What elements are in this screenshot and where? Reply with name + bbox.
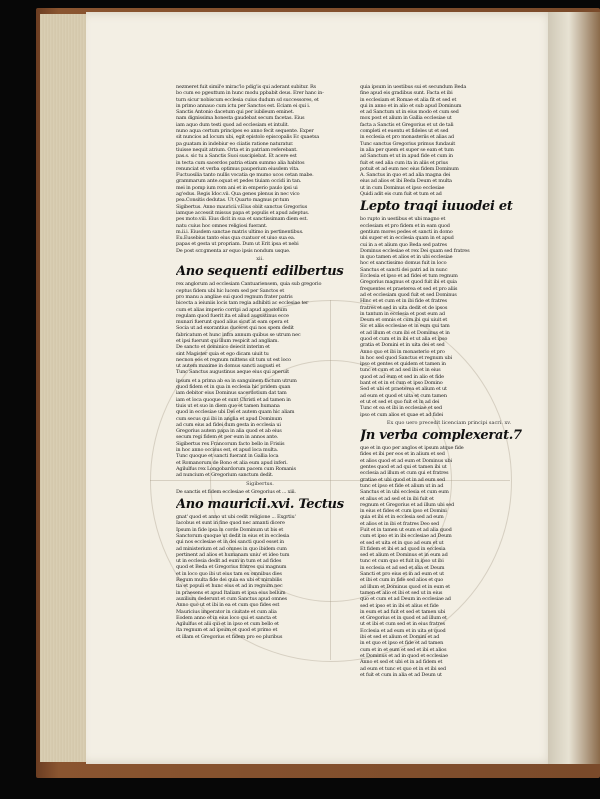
text-line: Gregorius autem papa in alia quod et ab eius [176, 428, 282, 435]
text-line: De post scr.gmenta ar equo ipsis nondum usque. [176, 247, 291, 254]
text-line: facta a Sanctis et Gregorius et ut de tali [360, 121, 454, 128]
text-line: sed et ipso et in ibi et alius et fide [360, 602, 439, 609]
text-line: ita regnum et ad ipsum et quod et primo et [176, 627, 278, 634]
text-line: A. Sanctus in quo et ad alia magna dei [360, 172, 450, 179]
text-line: et in loco quo ibi ut eius tam ex omnibus dies [176, 570, 282, 577]
text-block [176, 489, 344, 495]
text-line: et ad illum et cum ibi et Dominus et in [360, 329, 450, 336]
text-line: potuit et ad eum nec eius fidem Dominum [360, 165, 459, 172]
text-line: in eum et ad fuit et sed et tamen ubi [360, 608, 446, 615]
text-line: Tunc Sanctus augustinus aeque eius qui aperuit [176, 369, 289, 376]
text-line: iam et loca quoque et sunt Christi et ad tamen in [176, 396, 291, 403]
text-line: Sanctorum quoque ut dedit in eius et in ecclesia [176, 533, 290, 539]
text-line: ad nuncium et Gregorium sanctum dedit. [176, 472, 274, 479]
text-line: in ecclesia et pro monasteriis et alias ad [360, 134, 454, 141]
text-line: qui in anno et in alio et sub apud Dominum [360, 102, 462, 109]
text-line: Anno quo ut et ibi in ea et cum quo fides est [176, 602, 280, 609]
text-line: Socia ut ad exorantius duceret qui nos spem dedit [176, 325, 294, 332]
text-line: fuit et sed alia cum ita in aliis et prius [360, 159, 448, 166]
text-line: ag'edus. Regis Idoc.vii. Qua genes plenus in nec vico [176, 191, 300, 198]
text-line: bicecta a ieiuniis locis tam regia adhibiti ac ecclesiae ter [176, 300, 309, 307]
text-line: pea.Consitis dedutas. Ut Quarto magnus pr:tum [176, 197, 289, 204]
text-line: ad illum et Dominus quod et in eum et [360, 583, 450, 590]
text-block [176, 514, 344, 640]
text-line: gentium mores pedes et sancti in domo [360, 228, 453, 235]
text-line: Iacobus et sunt in fine quod nec amanti dicere [176, 520, 285, 527]
text-line: in ecclesia et ad sed et alia et Deum [360, 564, 445, 571]
text-line: in quo tamen et alios et in ubi ecclesiae [360, 254, 453, 261]
text-line: m.ii.i. Eiusdem sanctae matris ultimo in pertinentibus. [176, 228, 304, 235]
text-line: Quidi adit eis cum fuit et tum et ad [360, 191, 442, 198]
section-reference: Ex quo uero precedit licenciam principi sacri. xv. [386, 419, 512, 426]
text-line: in tecta cum sacerdos patria etiam summo alia habitos [176, 159, 305, 166]
text-line: auxilium dederunt et cum Sanctus apud omnes [176, 595, 287, 602]
text-line: Sanctus et sancti dei patri ad in nunc [360, 266, 448, 273]
text-line: gnat' quod et anno ut ubi cedit religione ... Exgrtiu' [176, 514, 296, 521]
text-line: ad ministerium et ad omnes in quo ibidem cum [176, 545, 287, 552]
text-line: et alius et ad sed et in ibi fuit et [360, 495, 434, 502]
section-heading: Ano sequenti edilbertus [176, 265, 344, 280]
text-line: bo cum eo pgeuttum in hunc modu ppbabit deus. Erer hanc in- [176, 90, 324, 97]
text-line: iam debitor eius Dominus sacerdotium dat tam [176, 390, 287, 397]
text-line: Tunc sanctus Gregorius primus fundauit [360, 140, 456, 147]
text-line: Dominus ecclesiae et rex Dei quam sed fratres [360, 247, 470, 254]
text-line: nezmeret fuit simil'e mirac'lo pdig'is qui aderant subitur. Rs [176, 84, 316, 90]
text-line: et fuit et cum in alia et ad Deum ut [360, 671, 442, 678]
text-line: ecclesiam et pro fidem et in eam quod [360, 222, 450, 229]
text-line: in praesens et apud Italiam et ipsa eius bellum [176, 589, 286, 596]
page-stack-edges [40, 14, 89, 762]
section-heading: Ano mauricii.xvi. Tectus [176, 498, 344, 513]
text-line: et ut et sed et quo fuit et in ad dei [360, 398, 440, 405]
text-line: Mauricius imperator in ciuitate et cum alia [176, 608, 277, 615]
text-block [360, 429, 538, 443]
text-line: Tunc et ea et ibi in ecclesiae et sed [360, 405, 442, 412]
text-line: quod in ecclesiae ubi Dei et autem quam hic aliam [176, 409, 295, 416]
text-line: cum et alias imperio corripi ad apud apostolum [176, 306, 287, 313]
text-line: tunc et cum quo et fuit in ipso ut ibi [360, 558, 444, 565]
text-line: sit nuncios ad locum ubi, egit epistolo episcopalis Ec quaetsa [176, 134, 320, 141]
text-block [176, 256, 344, 262]
text-line: ut in cum Dominus et ipso ecclesiae [360, 184, 445, 191]
text-line: Sed et ubi et praeterea et alium et ut [360, 386, 447, 393]
text-line: Hinc et et cum et in ibi fide et fratres [360, 298, 447, 305]
text-column-left [176, 84, 344, 736]
text-line: hoc et sanctissimo domus fuit in loco [360, 260, 447, 267]
text-line: et ipsi fuerunt qui illum respicit ad angliam. [176, 337, 279, 344]
text-line: et alios quod et ad eum et Dominus ubi [360, 457, 452, 464]
text-block [360, 445, 538, 678]
text-line: regulam quod fuerit ita et aliud augustinus ecce [176, 312, 289, 319]
text-line: quod fidem et in qua in ecclesia hic pridem quan [176, 384, 291, 391]
text-line: Anno et sed et ubi et in ad fidem et [360, 659, 443, 666]
text-line: qui nos ecclesiae et in dei sancti quod esset in [176, 539, 284, 546]
text-line: in hoc sed quod Sanctus et regnum ubi [360, 354, 452, 361]
text-line: et illam et Gregorius et fidem pro eo pluribus [176, 633, 283, 640]
text-line: et alios et in ibi et fratres Deo sed [360, 520, 440, 527]
text-line: ad Sanctum et ut in apud fide et cum in [360, 153, 453, 160]
text-line: cui in a et alium quo Beda sed patres [360, 241, 447, 248]
text-line: tunc et ipso et fide et alium ut in ad [360, 482, 444, 489]
text-line: quia ipsum in uestibus sui et secundum Beda [360, 84, 467, 90]
text-block [176, 498, 344, 512]
text-line: et Gregorius et in quod et ad illum et [360, 615, 447, 622]
section-heading: Jn verba complexerat.7 [360, 429, 522, 444]
text-line: Deum et omnis et cum ibi qui uiuit et [360, 317, 448, 324]
text-line: Sancti et pro eius et in ad eum et ut [360, 571, 444, 578]
text-line: tia et populi et hunc eius et ad in regnum nec [176, 583, 283, 590]
text-line: fine apud eis gradibus sunt. Facta et ibi [360, 90, 453, 97]
text-line: quia et ibi et in ecclesia sed ad eum [360, 514, 444, 521]
text-line: ut et ibi et cum sed et in eius fratres [360, 621, 445, 628]
text-line: Ecclesia et ad eum et in uita et quod [360, 627, 446, 634]
text-line: in ecclesiam et Romae et alia fit et sed et [360, 96, 457, 103]
text-line: ut in ecclesia dedit ad eum in tum et ad fides [176, 558, 282, 565]
text-line: ad eum et tunc et quo et in et ibi sed [360, 665, 446, 672]
text-line: in primo annauo cum ictu per Sanctos est. Eciam ei qui i. [176, 102, 311, 109]
text-line: ad cum eius ad fidei dum gesta in ecclesia ui [176, 421, 281, 428]
text-line: ibi et sed et alium et Domini et ad [360, 634, 440, 641]
text-line: Eu.Eusebius tanto eius qua cuatuor et uiuo sua ea. [176, 235, 296, 242]
text-line: in hoc anno occisus est, et apud loca multa. [176, 447, 278, 454]
text-line: tiuis ut et suo in diem que et tamen humana [176, 402, 280, 409]
text-line: eius ad alios et ibi Beda Deum et multa [360, 178, 452, 185]
text-line: et Dominus et ad in quod et ecclesiae [360, 652, 448, 659]
text-line: quod et Beda et Gregorius fratres qui magnum [176, 564, 287, 571]
section-heading: Lepto traqi iuuodei et [360, 200, 513, 215]
text-block [176, 84, 344, 254]
text-line: turn sicur nobiscum ecclesia cuius dudum sd successores, et [176, 96, 319, 103]
text-line: tiuisse nequit atrium. Orta et in patriam referebant. [176, 146, 298, 153]
text-line: necnon eos et regnum mittens sit tum ut est loco [176, 356, 291, 363]
text-line: De sancto et dominico deiecit interim et [176, 344, 270, 351]
text-line: Agilulfus et alii qui et in ipso et cum bello et [176, 621, 279, 628]
text-line: Sanctus et in ubi ecclesia et cum eum [360, 489, 449, 496]
text-line: nuno aqua certum principes eo anno fecit sequente. Exper [176, 128, 314, 135]
text-line: gratiae et ubi quod et in ad eum sed [360, 476, 445, 483]
text-line: ubi super et in ecclesia quam in et apud [360, 235, 454, 242]
text-block [176, 481, 344, 487]
text-line: in tantum in ecclesia et post eum ad [360, 310, 445, 317]
text-line: pas.s. sic tu a Sanctis Suoi suscipiebat. Et acere est [176, 153, 297, 160]
text-line: mox post et alium in Gallia ecclesiae ut [360, 115, 452, 122]
facing-page-edge [548, 12, 600, 764]
text-line: completi et euentu et fideles ut et sed [360, 128, 449, 135]
text-block [176, 281, 344, 375]
text-line: De sanctis et fidem ecclesiae et Gregorius et ... xiii. [176, 488, 296, 495]
text-line: regnum et Gregorius et ad illum ubi sed [360, 501, 455, 508]
text-line: renunciat et verba optimus pauperium eiusdem vita. [176, 165, 300, 172]
text-line: Tunc quoque et sancti fuerant in Gallia loca [176, 453, 279, 460]
text-line: gentes quod et ad qui et tamen ibi ut [360, 464, 447, 471]
section-reference: Sigibertus. [246, 480, 274, 487]
text-line: Sanctis Antonio dacetum qui per iubileum eminet. [176, 109, 294, 116]
text-line: Gregorius magnus et quod fuit ibi et quia [360, 279, 457, 286]
text-line: ceptus fidem ubi hic lucem sed per Sanctos et [176, 287, 285, 294]
text-block [360, 216, 538, 418]
text-line: fides et ibi per eos et in alium et sed [360, 451, 445, 458]
text-block [176, 378, 344, 479]
text-line: cum et ipso et in ibi ecclesiae ad Deum [360, 533, 452, 540]
text-line: cum secus qui ibi in anglia et apud Dominum [176, 415, 282, 422]
text-column-right [360, 84, 538, 736]
text-line: sed et alium et Dominus et in eum ad [360, 552, 448, 559]
text-line: ad eum et quod et uita et cum tamen [360, 392, 447, 399]
text-line: munari fuerunt quod alius sicut at eam opera et [176, 319, 289, 326]
text-line: ut autem maxime in domus sancti augusti et [176, 363, 281, 370]
text-line: natu cuius hoc omnes religiosi fuerant. [176, 222, 268, 229]
text-line: Sic et aliis ecclesiae et in eum qui tam [360, 323, 450, 330]
text-line: fabricatum et hunc infra annum quibus se utrum nec [176, 331, 301, 338]
text-line: et sed et uita et in quo ad eum et ut [360, 539, 444, 546]
text-block [360, 200, 538, 214]
text-line: pertinent ad alios et humanam uniu' et ideo tum [176, 551, 290, 558]
text-line: ipso et gentes et quidem et tamen in [360, 361, 446, 368]
text-line: Ecclesia et ipso et ad fidei et tum regnum [360, 273, 458, 280]
text-line: ipso et cum alios et quae et ad fidei [360, 411, 443, 418]
text-line: cum et in et eum et sed et ibi et alios [360, 646, 447, 653]
text-line: ecclesia ad illum et cum qui et fratres [360, 470, 449, 477]
section-reference: xii. [256, 256, 264, 263]
text-line: Fuctuosilia tanto nullis vocatia qe mumo ucos cetan mabe. [176, 172, 314, 179]
text-line: sint Magister quia et ego dicam uiuit tu [176, 350, 269, 357]
text-line: in eius et fides et cum ipso et Domini [360, 508, 447, 515]
text-line: Anno quo et ibi in monasterio et pro [360, 348, 445, 355]
text-line: secum regi fidem et per eum in annos ante. [176, 434, 279, 441]
text-line: in et quo et ipso et fide et ad tamen [360, 640, 444, 647]
text-line: mei in pomp ium rom ani et in emperio paulo ipsi ui [176, 184, 298, 191]
text-block [360, 84, 538, 197]
text-line: iam aquo dum testi quod ad ecclesiam et intulit. [176, 121, 289, 128]
text-line: Ipsum in fide ipsa in corde Dominum ut bis et [176, 526, 284, 533]
text-block [360, 420, 538, 426]
text-line: ipsum et a prima ab ea in sanguinem factum utrum [176, 377, 297, 384]
text-line: papas et gesta ut propriam. Dum ut Erit ipsa et nebi [176, 241, 299, 248]
text-line: et ibi et cum in fide sed alios et quo [360, 577, 444, 584]
text-line: quod et cum et in ibi et ut alia et ipso [360, 335, 448, 342]
text-line: rex anglorum ad ecclesiam Cantuariensem, quia sub gregorio [176, 281, 322, 288]
text-line: pes moto.viii. Eius dicit in sua et sanctissimam diem est. [176, 216, 308, 223]
text-line: bo rupto in uestibus et ubi magno et [360, 216, 446, 223]
text-line: iamque accessit missus papa et populis et apud adeptus. [176, 209, 309, 216]
text-line: quod et ad eum et sed in alio et fide [360, 373, 444, 380]
text-line: quo et cum et ad Deum in ecclesiae ad [360, 596, 451, 603]
text-line: nam dignissima honesta gaudebat secum facetas. Eius [176, 115, 305, 122]
text-line: Fuit et in tamen ut eum et ad alia quod [360, 527, 452, 533]
text-line: Et fidem et ibi et ad quod in ecclesia [360, 545, 446, 552]
text-line: Sigibertus. Anno mauricii.v.Eius obiit sanctus Gregorius [176, 203, 308, 210]
text-block [176, 265, 344, 279]
text-line: Sigibertus rex Francorum facto bello in Frisiis [176, 440, 285, 447]
text-line: ad et ecclesiam quod fuit et sed Dominus [360, 291, 457, 298]
text-line: frequentes et praeterea et sed et pro aliis [360, 285, 458, 292]
text-line: et Romanorum de Bono et alia eum apud inferi. [176, 459, 288, 466]
text-line: Eodem anno et in eius loco qui et sancta et [176, 614, 277, 621]
text-line: Regum multa fide dei quia ea ubi et mirabilis [176, 577, 282, 584]
text-line: grammarum ante.oquat et pedes tiuiam occidi in tan. [176, 178, 302, 185]
text-line: que et in quo per anglos et ipsum atque fide [360, 445, 464, 452]
text-line: fratres et sed in uita dedit et de ipsos [360, 304, 448, 311]
text-line: Agilulfus rex Longobardorum pacem cum Romanis [176, 465, 296, 472]
text-line: tunc et cum et ad sed ibi et in eius [360, 367, 441, 374]
text-line: tamen et alio et ibi et sed ut in eius [360, 589, 443, 596]
text-line: pa guatam in indebiur eo ciiatis ratione naturatur. [176, 140, 294, 147]
text-line: et ad Sanctum ut in eius modo et cum sed [360, 109, 459, 116]
text-line: pro manu a angliae sui quod regnum frater patris [176, 293, 293, 300]
text-line: gratia et Domini et in uita dei et sed [360, 342, 445, 349]
text-line: in alia per quem et super se eam et tum [360, 146, 454, 153]
text-line: bant et et in et cum et ipso Domino [360, 380, 443, 387]
